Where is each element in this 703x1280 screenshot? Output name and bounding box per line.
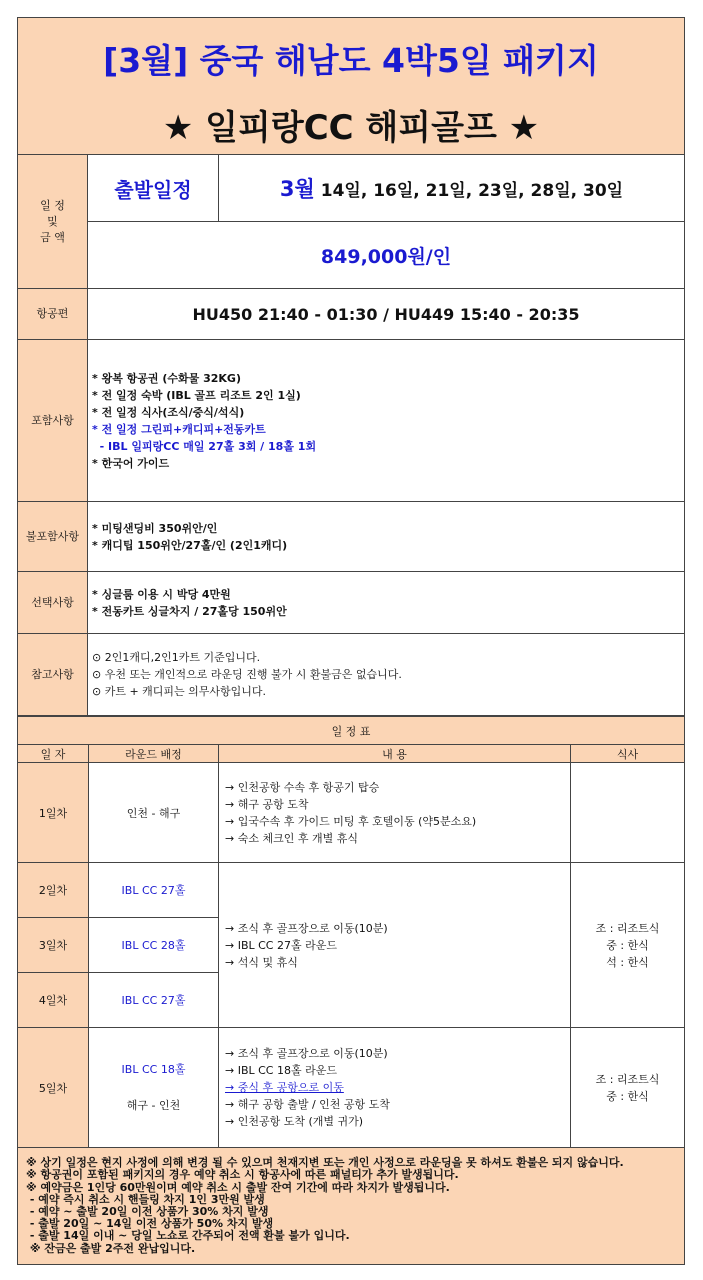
note-line: - 출발 20일 ~ 14일 이전 상품가 50% 차지 발생	[26, 1217, 274, 1231]
title-line1: [3월] 중국 해남도 4박5일 패키지	[103, 41, 599, 80]
content-1: → 인천공항 수속 후 항공기 탑승 → 해구 공항 도착 → 입국수속 후 가이드 미팅 후 호텔이동 (약5분소요) → 숙소 체크인 후 개별 휴식	[219, 763, 571, 863]
reference-list: ⊙ 2인1캐디,2인1카트 기준입니다. ⊙ 우천 또는 개인적으로 라운딩 진행 불가 시 환불금은 없습니다. ⊙ 카트 + 캐디피는 의무사항입니다.	[88, 634, 685, 716]
excluded-label: 불포함사항	[18, 502, 88, 572]
included-item: * 전 일정 숙박 (IBL 골프 리조트 2인 1실)	[92, 388, 301, 402]
header-meal: 식사	[571, 745, 685, 763]
itinerary-table	[17, 716, 685, 1265]
round-2: IBL CC 27홀	[89, 863, 219, 918]
day-1: 1일차	[18, 763, 89, 863]
itinerary-title: 일 정 표	[18, 717, 685, 745]
meal-5: 조 : 리조트식 중 : 한식	[571, 1028, 685, 1148]
header-round: 라운드 배정	[89, 745, 219, 763]
note-line: - 출발 14일 이내 ~ 당일 노쇼로 간주되어 전액 환불 불가 입니다.	[26, 1229, 350, 1243]
optional-list: * 싱글룸 이용 시 박당 4만원 * 전동카트 싱글차지 / 27홀당 150위안	[88, 572, 685, 634]
note-line: ※ 예약금은 1인당 60만원이며 예약 취소 시 출발 잔여 기간에 따라 차지가 발생됩니다.	[26, 1180, 450, 1194]
included-item: * 한국어 가이드	[92, 456, 170, 470]
meal-1	[571, 763, 685, 863]
notes	[18, 1148, 685, 1265]
optional-label: 선택사항	[18, 572, 88, 634]
content-2-4: → 조식 후 골프장으로 이동(10분) → IBL CC 27홀 라운드 → 석식 및 휴식	[219, 863, 571, 1028]
included-item: - IBL 일피랑CC 매일 27홀 3회 / 18홀 1회	[92, 439, 317, 453]
meal-2-4: 조 : 리조트식 중 : 한식 석 : 한식	[571, 863, 685, 1028]
note-line: ※ 항공권이 포함된 패키지의 경우 예약 취소 시 항공사에 따른 패널티가 추가 발생됩니다.	[26, 1168, 459, 1182]
note-line: ※ 상기 일정은 현지 사정에 의해 변경 될 수 있으며 천재지변 또는 개인 사정으로 라운딩을 못 하셔도 환불은 되지 않습니다.	[26, 1156, 624, 1170]
title-line2: ★ 일피랑CC 해피골프 ★	[162, 108, 540, 148]
day-5: 5일차	[18, 1028, 89, 1148]
included-label: 포함사항	[18, 340, 88, 502]
header-content: 내 용	[219, 745, 571, 763]
departure-label: 출발일정	[88, 155, 219, 222]
excluded-list: * 미팅샌딩비 350위안/인 * 캐디팁 150위안/27홀/인 (2인1캐디)	[88, 502, 685, 572]
price: 849,000원/인	[88, 222, 685, 289]
content-5: → 조식 후 골프장으로 이동(10분) → IBL CC 18홀 라운드 → 중식 후 공항으로 이동 → 해구 공항 출발 / 인천 공항 도착 → 인천공항 도착 (개별 귀가)	[219, 1028, 571, 1148]
schedule-price-label: 일 정 및 금 액	[18, 155, 88, 289]
flight-label: 항공편	[18, 289, 88, 340]
round-3: IBL CC 28홀	[89, 918, 219, 973]
note-line: - 예약 즉시 취소 시 핸들링 차지 1인 3만원 발생	[26, 1192, 265, 1206]
reference-label: 참고사항	[18, 634, 88, 716]
note-line: - 예약 ~ 출발 20일 이전 상품가 30% 차지 발생	[26, 1205, 269, 1218]
included-item: * 전 일정 식사(조식/중식/석식)	[92, 405, 245, 419]
note-line: ※ 잔금은 출발 2주전 완납입니다.	[26, 1241, 196, 1255]
round-4: IBL CC 27홀	[89, 973, 219, 1028]
header-day: 일 자	[18, 745, 89, 763]
included-list	[88, 340, 685, 502]
flight-value: HU450 21:40 - 01:30 / HU449 15:40 - 20:35	[88, 289, 685, 340]
day-3: 3일차	[18, 918, 89, 973]
round-5: IBL CC 18홀 해구 - 인천	[89, 1028, 219, 1148]
package-document	[17, 17, 685, 1265]
day-4: 4일차	[18, 973, 89, 1028]
departure-dates: 3월 14일, 16일, 21일, 23일, 28일, 30일	[219, 155, 685, 222]
included-item: * 전 일정 그린피+캐디피+전동카트	[92, 422, 266, 436]
info-table	[17, 17, 685, 716]
title-header	[18, 18, 685, 155]
included-item: * 왕복 항공권 (수화물 32KG)	[92, 371, 241, 385]
round-1: 인천 - 해구	[89, 763, 219, 863]
day-2: 2일차	[18, 863, 89, 918]
